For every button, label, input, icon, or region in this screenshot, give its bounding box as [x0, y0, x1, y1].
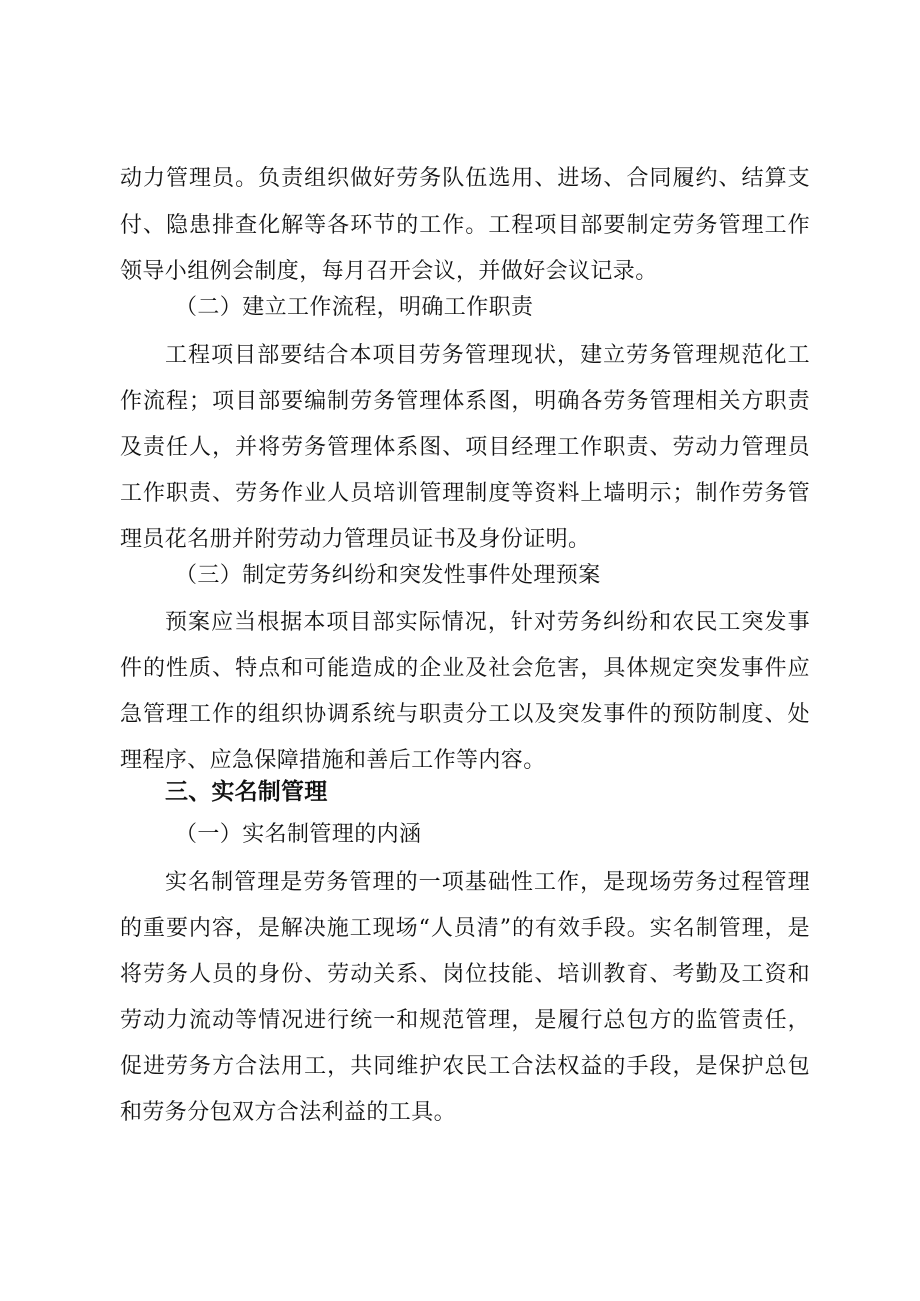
paragraph-line: 理程序、应急保障措施和善后工作等内容。	[120, 748, 546, 773]
paragraph-line: 实名制管理是劳务管理的一项基础性工作，是现场劳务过程管理	[165, 870, 810, 895]
paragraph-line: 将劳务人员的身份、劳动关系、岗位技能、培训教育、考勤及工资和	[120, 962, 810, 987]
paragraph-line: 促进劳务方合法用工，共同维护农民工合法权益的手段，是保护总包	[120, 1054, 810, 1079]
paragraph-line: 的重要内容，是解决施工现场“人员清”的有效手段。实名制管理，是	[120, 916, 810, 941]
paragraph-line: 付、隐患排查化解等各环节的工作。工程项目部要制定劳务管理工作	[120, 213, 810, 238]
paragraph-line: 劳动力流动等情况进行统一和规范管理，是履行总包方的监管责任，	[120, 1008, 810, 1033]
paragraph-line: 工程项目部要结合本项目劳务管理现状，建立劳务管理规范化工	[165, 343, 810, 368]
section-heading-real-name-management: 三、实名制管理	[165, 779, 328, 805]
paragraph-line: 工作职责、劳务作业人员培训管理制度等资料上墙明示；制作劳务管	[120, 481, 810, 506]
paragraph-line: 预案应当根据本项目部实际情况，针对劳务纠纷和农民工突发事	[165, 610, 810, 635]
paragraph-line: 理员花名册并附劳动力管理员证书及身份证明。	[120, 527, 591, 552]
paragraph-line: 作流程；项目部要编制劳务管理体系图，明确各劳务管理相关方职责	[120, 389, 810, 414]
paragraph-line: 动力管理员。负责组织做好劳务队伍选用、进场、合同履约、结算支	[120, 166, 810, 191]
subheading-emergency-plan: （三）制定劳务纠纷和突发性事件处理预案	[175, 563, 601, 588]
paragraph-line: 及责任人，并将劳务管理体系图、项目经理工作职责、劳动力管理员	[120, 435, 810, 460]
subheading-establish-workflow: （二）建立工作流程，明确工作职责	[175, 295, 534, 320]
paragraph-line: 和劳务分包双方合法利益的工具。	[120, 1100, 457, 1125]
subheading-real-name-meaning: （一）实名制管理的内涵	[175, 822, 422, 847]
paragraph-line: 件的性质、特点和可能造成的企业及社会危害，具体规定突发事件应	[120, 656, 810, 681]
paragraph-line: 急管理工作的组织协调系统与职责分工以及突发事件的预防制度、处	[120, 702, 810, 727]
paragraph-line: 领导小组例会制度，每月召开会议，并做好会议记录。	[120, 259, 658, 284]
